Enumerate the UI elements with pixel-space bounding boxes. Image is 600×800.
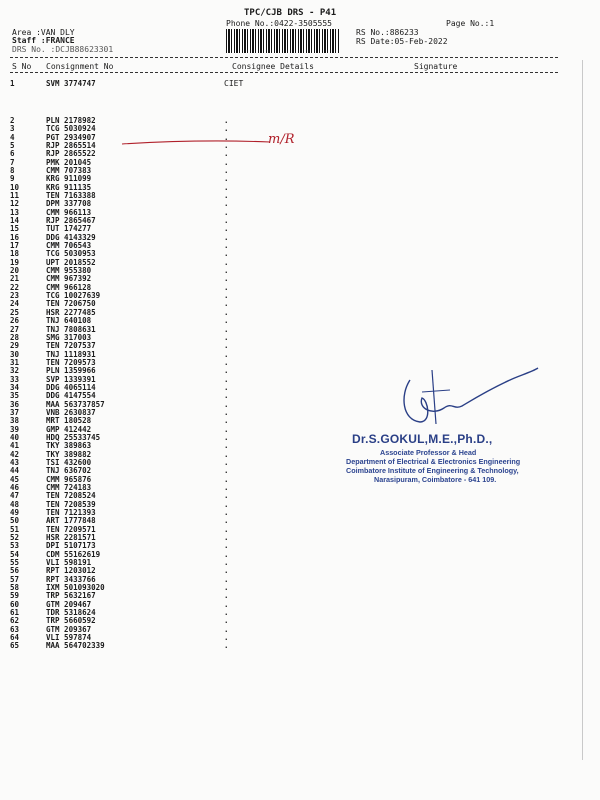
row-consignment-number: MRT 180528 xyxy=(46,416,92,426)
row-serial-number: 61 xyxy=(10,608,20,618)
row-consignment-number: CMM 965876 xyxy=(46,474,92,484)
row-serial-number: 31 xyxy=(10,357,20,367)
row-consignee-details: . xyxy=(224,149,229,159)
row-consignment-number: MAA 564702339 xyxy=(46,641,105,651)
header-divider xyxy=(10,57,558,58)
row-consignee-details: . xyxy=(224,191,229,201)
row-consignment-number: TNJ 636702 xyxy=(46,466,92,476)
row-consignment-number: DDG 4147554 xyxy=(46,391,96,401)
column-header-consignee: Consignee Details xyxy=(232,62,314,71)
table-row xyxy=(0,642,600,650)
row-serial-number: 54 xyxy=(10,549,20,559)
row-consignment-number: MAA 563737857 xyxy=(46,399,105,409)
row-serial-number: 47 xyxy=(10,491,20,501)
row-consignment-number: TCG 5030953 xyxy=(46,249,96,259)
row-consignment-number: RPT 3433766 xyxy=(46,574,96,584)
row-consignment-number: RJP 2865467 xyxy=(46,216,96,226)
stamp-department: Department of Electrical & Electronics Engineering xyxy=(346,457,521,466)
row-consignment-number: RJP 2865522 xyxy=(46,149,96,159)
row-consignment-number: SVM 3774747 xyxy=(46,79,96,88)
row-consignee-details: . xyxy=(224,232,229,242)
row-serial-number: 8 xyxy=(10,166,15,176)
row-consignee-details: . xyxy=(224,599,229,609)
row-serial-number: 59 xyxy=(10,591,20,601)
row-serial-number: 28 xyxy=(10,332,20,342)
row-serial-number: 15 xyxy=(10,224,20,234)
row-consignment-number: TCG 10027639 xyxy=(46,291,101,301)
row-serial-number: 44 xyxy=(10,466,20,476)
row-consignee-details: . xyxy=(224,516,229,526)
document-title: TPC/CJB DRS - P41 xyxy=(244,8,337,18)
row-consignment-number: TEN 7207537 xyxy=(46,341,96,351)
row-consignment-number: TNJ 640108 xyxy=(46,316,92,326)
drs-number-field: DRS No. :DCJB88623301 xyxy=(12,45,114,54)
column-header-divider xyxy=(10,72,558,73)
rs-number: RS No.:886233 xyxy=(356,28,419,37)
row-consignment-number: HSR 2281571 xyxy=(46,533,96,542)
row-serial-number: 16 xyxy=(10,232,20,242)
row-consignee-details: . xyxy=(224,482,229,492)
row-consignment-number: GTM 209367 xyxy=(46,624,92,634)
row-consignment-number: KRG 911135 xyxy=(46,182,92,192)
row-serial-number: 52 xyxy=(10,533,20,542)
signature-stamp xyxy=(340,350,540,500)
row-consignment-number: TDR 5318624 xyxy=(46,608,96,618)
row-consignment-number: TEN 7209571 xyxy=(46,524,96,534)
row-serial-number: 10 xyxy=(10,182,20,192)
table-row xyxy=(0,317,600,325)
row-serial-number: 14 xyxy=(10,216,20,226)
row-consignment-number: CDM 55162619 xyxy=(46,549,101,559)
row-consignment-number: TRP 5660592 xyxy=(46,616,96,626)
row-serial-number: 23 xyxy=(10,291,20,301)
row-consignment-number: RJP 2865514 xyxy=(46,141,96,151)
row-consignment-number: PMK 201045 xyxy=(46,157,92,167)
row-consignment-number: KRG 911099 xyxy=(46,174,92,184)
row-consignee-details: . xyxy=(224,474,229,484)
row-consignee-details: . xyxy=(224,224,229,234)
row-consignment-number: GMP 412442 xyxy=(46,424,92,434)
row-serial-number: 41 xyxy=(10,441,20,451)
row-consignee-details: . xyxy=(224,157,229,167)
row-serial-number: 18 xyxy=(10,249,20,259)
row-consignment-number: CMM 967392 xyxy=(46,274,92,284)
row-consignee-details: . xyxy=(224,374,229,384)
page-number: Page No.:1 xyxy=(446,19,495,28)
row-consignee-details: . xyxy=(224,416,229,426)
row-consignment-number: HDQ 25533745 xyxy=(46,432,101,442)
table-row xyxy=(0,342,600,350)
row-consignment-number: DDG 4065114 xyxy=(46,382,96,392)
row-consignee-details: . xyxy=(224,116,229,125)
row-serial-number: 12 xyxy=(10,199,20,209)
row-consignment-number: CMM 966128 xyxy=(46,282,92,292)
row-consignment-number: GTM 209467 xyxy=(46,599,92,609)
row-consignee-details: . xyxy=(224,291,229,301)
row-serial-number: 50 xyxy=(10,516,20,526)
row-consignee-details: . xyxy=(224,216,229,226)
row-serial-number: 48 xyxy=(10,499,20,509)
row-serial-number: 65 xyxy=(10,641,20,651)
row-consignee-details: . xyxy=(224,249,229,259)
row-consignee-details: . xyxy=(224,307,229,317)
row-serial-number: 3 xyxy=(10,124,15,134)
row-consignment-number: PLN 2178982 xyxy=(46,116,96,125)
row-consignee-details: . xyxy=(224,466,229,476)
row-consignee-details: . xyxy=(224,449,229,459)
row-serial-number: 64 xyxy=(10,633,20,643)
row-consignee-details: . xyxy=(224,407,229,417)
row-serial-number: 62 xyxy=(10,616,20,626)
row-serial-number: 45 xyxy=(10,474,20,484)
row-consignee-details: . xyxy=(224,624,229,634)
stamp-institute: Coimbatore Institute of Engineering & Technology, xyxy=(346,466,519,475)
table-row xyxy=(0,80,600,88)
row-consignee-details: . xyxy=(224,332,229,342)
row-consignee-details: . xyxy=(224,507,229,517)
row-serial-number: 30 xyxy=(10,349,20,359)
row-consignee-details: . xyxy=(224,441,229,451)
row-consignee-details: . xyxy=(224,274,229,284)
row-serial-number: 17 xyxy=(10,241,20,251)
row-serial-number: 53 xyxy=(10,541,20,551)
row-consignment-number: PLN 1359966 xyxy=(46,366,96,376)
row-serial-number: 9 xyxy=(10,174,15,184)
row-consignment-number: TRP 5632167 xyxy=(46,591,96,601)
row-consignment-number: CMM 955380 xyxy=(46,266,92,276)
row-serial-number: 57 xyxy=(10,574,20,584)
barcode xyxy=(226,29,340,53)
row-serial-number: 5 xyxy=(10,141,15,151)
stamp-designation: Associate Professor & Head xyxy=(380,448,477,457)
row-consignment-number: ART 1777848 xyxy=(46,516,96,526)
row-serial-number: 37 xyxy=(10,407,20,417)
row-consignee-details: . xyxy=(224,499,229,509)
stamp-address: Narasipuram, Coimbatore - 641 109. xyxy=(374,475,497,484)
row-serial-number: 38 xyxy=(10,416,20,426)
row-consignment-number: TCG 5030924 xyxy=(46,124,96,134)
row-consignment-number: CMM 707383 xyxy=(46,166,92,176)
row-consignee-details: . xyxy=(224,241,229,251)
row-consignment-number: TKY 389882 xyxy=(46,449,92,459)
row-consignee-details: . xyxy=(224,174,229,184)
row-consignee-details: . xyxy=(224,541,229,551)
row-serial-number: 40 xyxy=(10,432,20,442)
row-serial-number: 13 xyxy=(10,207,20,217)
row-consignment-number: TEN 7209573 xyxy=(46,357,96,367)
row-consignee-details: . xyxy=(224,583,229,593)
row-serial-number: 60 xyxy=(10,599,20,609)
row-consignment-number: TEN 7121393 xyxy=(46,507,96,517)
row-consignment-number: CMM 966113 xyxy=(46,207,92,217)
row-consignment-number: CMM 706543 xyxy=(46,241,92,251)
handwritten-signature xyxy=(392,350,542,430)
row-serial-number: 22 xyxy=(10,282,20,292)
row-consignment-number: SMG 317003 xyxy=(46,332,92,342)
row-consignee-details: . xyxy=(224,549,229,559)
row-consignee-details: . xyxy=(224,341,229,351)
row-consignment-number: TEN 7206750 xyxy=(46,299,96,309)
row-consignee-details: . xyxy=(224,566,229,576)
row-serial-number: 11 xyxy=(10,191,20,201)
row-consignee-details: . xyxy=(224,391,229,401)
row-consignee-details: . xyxy=(224,166,229,176)
staff-field: Staff :FRANCE xyxy=(12,36,75,45)
row-consignment-number: PGT 2934907 xyxy=(46,132,96,142)
row-consignee-details: . xyxy=(224,124,229,134)
row-serial-number: 7 xyxy=(10,157,15,167)
row-consignment-number: DPM 337708 xyxy=(46,199,92,209)
row-consignee-details: . xyxy=(224,207,229,217)
row-consignee-details: . xyxy=(224,357,229,367)
row-consignment-number: TEN 7163388 xyxy=(46,191,96,201)
row-consignee-details: . xyxy=(224,574,229,584)
rs-date: RS Date:05-Feb-2022 xyxy=(356,37,448,46)
row-consignee-details: . xyxy=(224,424,229,434)
row-serial-number: 21 xyxy=(10,274,20,284)
row-consignment-number: SVP 1339391 xyxy=(46,374,96,384)
row-serial-number: 24 xyxy=(10,299,20,309)
handwritten-annotation: m/R xyxy=(268,132,295,147)
row-consignee-details: . xyxy=(224,633,229,643)
row-serial-number: 1 xyxy=(10,79,15,88)
row-consignee-details: . xyxy=(224,324,229,334)
row-serial-number: 42 xyxy=(10,449,20,459)
row-consignment-number: IXM 501093020 xyxy=(46,583,105,593)
row-consignee-details: . xyxy=(224,182,229,192)
row-consignment-number: TEN 7208524 xyxy=(46,491,96,501)
row-consignment-number: VNB 2630837 xyxy=(46,407,96,417)
row-consignee-details: . xyxy=(224,282,229,292)
row-serial-number: 2 xyxy=(10,116,15,125)
row-serial-number: 19 xyxy=(10,257,20,267)
row-consignee-details: . xyxy=(224,533,229,542)
row-consignment-number: TSI 432600 xyxy=(46,457,92,467)
row-consignment-number: RPT 1203012 xyxy=(46,566,96,576)
row-consignment-number: DPI 5107173 xyxy=(46,541,96,551)
row-consignee-details: . xyxy=(224,132,229,142)
row-serial-number: 49 xyxy=(10,507,20,517)
row-serial-number: 29 xyxy=(10,341,20,351)
row-consignment-number: VLI 598191 xyxy=(46,558,92,568)
row-consignee-details: . xyxy=(224,199,229,209)
row-consignee-details: . xyxy=(224,399,229,409)
row-serial-number: 63 xyxy=(10,624,20,634)
margin-line xyxy=(582,60,583,760)
row-consignee-details: . xyxy=(224,591,229,601)
row-consignee-details: . xyxy=(224,524,229,534)
row-serial-number: 4 xyxy=(10,132,15,142)
column-header-consignment: Consignment No xyxy=(46,62,114,71)
stamp-name: Dr.S.GOKUL,M.E.,Ph.D., xyxy=(352,432,493,446)
row-serial-number: 26 xyxy=(10,316,20,326)
row-serial-number: 36 xyxy=(10,399,20,409)
row-consignee-details: . xyxy=(224,316,229,326)
row-consignment-number: TUT 174277 xyxy=(46,224,92,234)
row-consignee-details: . xyxy=(224,349,229,359)
phone-number: Phone No.:0422-3505555 xyxy=(226,19,332,28)
column-header-sno: S No xyxy=(12,62,32,71)
row-serial-number: 39 xyxy=(10,424,20,434)
row-consignee-details: . xyxy=(224,491,229,501)
row-serial-number: 33 xyxy=(10,374,20,384)
row-serial-number: 6 xyxy=(10,149,15,159)
row-consignment-number: CMM 724183 xyxy=(46,482,92,492)
row-serial-number: 51 xyxy=(10,524,20,534)
row-consignee-details: . xyxy=(224,266,229,276)
row-serial-number: 25 xyxy=(10,307,20,317)
row-consignee-details: . xyxy=(224,366,229,376)
row-consignee-details: . xyxy=(224,141,229,151)
row-consignee-details: . xyxy=(224,257,229,267)
column-header-signature: Signature xyxy=(414,62,458,71)
row-consignee-details: . xyxy=(224,432,229,442)
row-serial-number: 43 xyxy=(10,457,20,467)
row-consignee-details: . xyxy=(224,299,229,309)
row-consignment-number: UPT 2018552 xyxy=(46,257,96,267)
row-serial-number: 27 xyxy=(10,324,20,334)
row-consignee-details: . xyxy=(224,616,229,626)
row-consignee-details: CIET xyxy=(224,79,244,88)
row-consignee-details: . xyxy=(224,558,229,568)
row-serial-number: 20 xyxy=(10,266,20,276)
row-consignment-number: HSR 2277485 xyxy=(46,307,96,317)
row-consignee-details: . xyxy=(224,608,229,618)
row-serial-number: 58 xyxy=(10,583,20,593)
area-field: Area :VAN DLY xyxy=(12,28,75,37)
row-serial-number: 35 xyxy=(10,391,20,401)
row-serial-number: 56 xyxy=(10,566,20,576)
row-consignment-number: TEN 7208539 xyxy=(46,499,96,509)
row-consignment-number: VLI 597874 xyxy=(46,633,92,643)
row-consignment-number: TKY 389863 xyxy=(46,441,92,451)
row-serial-number: 34 xyxy=(10,382,20,392)
row-serial-number: 32 xyxy=(10,366,20,376)
row-serial-number: 55 xyxy=(10,558,20,568)
row-consignee-details: . xyxy=(224,382,229,392)
row-consignee-details: . xyxy=(224,457,229,467)
row-consignment-number: DDG 4143329 xyxy=(46,232,96,242)
row-consignment-number: TNJ 7808631 xyxy=(46,324,96,334)
row-serial-number: 46 xyxy=(10,482,20,492)
row-consignee-details: . xyxy=(224,641,229,651)
row-consignment-number: TNJ 1118931 xyxy=(46,349,96,359)
